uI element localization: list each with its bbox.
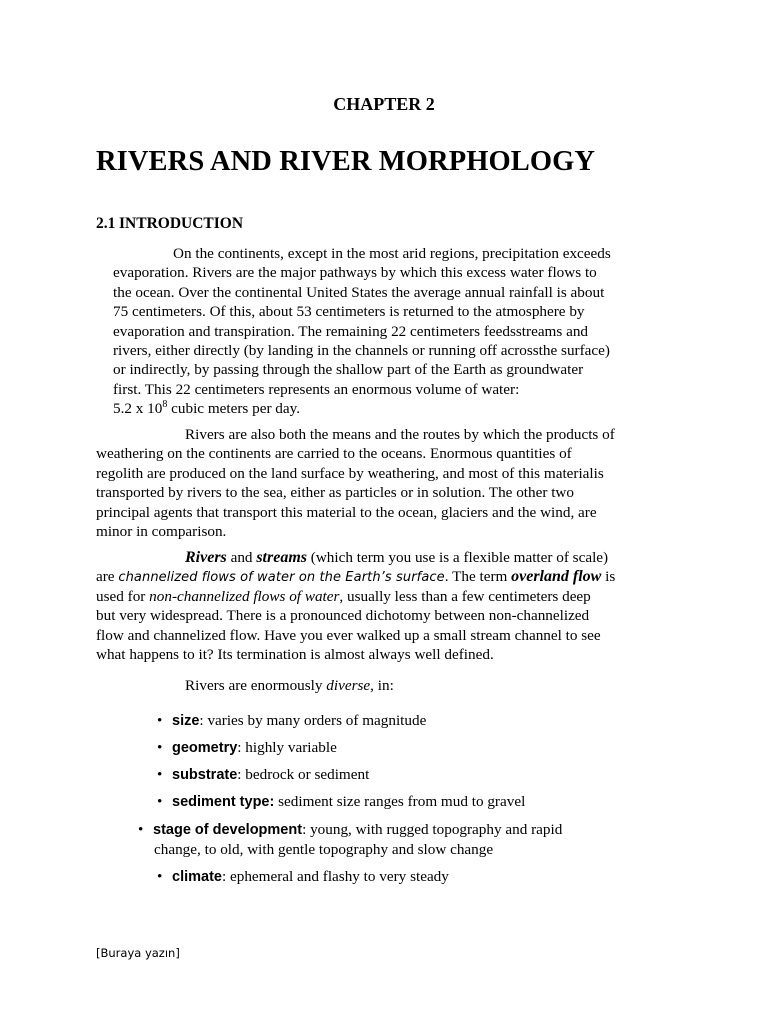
bullet-text: sediment size ranges from mud to gravel (274, 793, 526, 810)
paragraph-diversity (96, 676, 394, 695)
list-item (157, 738, 337, 758)
bullet-icon: • (157, 739, 163, 756)
bullet-term: size (172, 713, 200, 729)
volume-unit: cubic meters per day. (167, 400, 301, 418)
text-fragment: is (601, 568, 616, 586)
text-fragment: and (226, 549, 257, 566)
paragraph-line (96, 567, 615, 586)
bullet-continuation: change, to old, with gentle topography and slow change (154, 841, 494, 859)
water-volume-line (113, 399, 611, 418)
section-title: INTRODUCTION (119, 215, 244, 232)
text-fragment: used for (96, 587, 150, 605)
bullet-text: : ephemeral and flashy to very steady (221, 868, 449, 885)
paragraph-line: or indirectly, by passing through the shallow part of the Earth as groundwater (113, 361, 584, 379)
paragraph-line: rivers, either directly (by landing in the channels or running off acrossthe surface) (113, 341, 610, 359)
list-item (157, 792, 525, 812)
text-fragment: , in: (370, 677, 394, 694)
section-heading (96, 215, 243, 233)
text-fragment: Rivers are enormously (185, 677, 327, 694)
volume-exponent: 8 (162, 399, 168, 411)
bullet-term: climate (172, 869, 222, 885)
bullet-text: : highly variable (237, 739, 337, 756)
bullet-icon: • (157, 766, 163, 783)
paragraph-weathering (96, 425, 615, 541)
volume-base: 5.2 x 10 (113, 400, 163, 418)
paragraph-line: flow and channelized flow. Have you ever walked up a small stream channel to see (96, 626, 601, 644)
paragraph-line (96, 676, 394, 695)
list-item (157, 867, 449, 887)
bullet-term: stage of development (153, 822, 303, 838)
text-fragment: are (96, 568, 119, 586)
bullet-icon: • (157, 868, 163, 885)
term-rivers: Rivers (185, 549, 227, 566)
bullet-term: sediment type: (172, 794, 275, 810)
paragraph-line: transported by rivers to the sea, either as particles or in solution. The other two (96, 484, 574, 502)
term-diverse: diverse (326, 677, 371, 694)
text-fragment: (which term you use is a flexible matter of scale) (306, 549, 609, 566)
bullet-term: substrate (172, 767, 238, 783)
list-item (138, 820, 562, 860)
section-number: 2.1 (96, 215, 116, 232)
paragraph-line: Rivers are also both the means and the routes by which the products of (185, 426, 615, 443)
text-fragment: . The term (444, 568, 512, 586)
footer-placeholder: [Buraya yazın] (96, 946, 180, 960)
paragraph-line: regolith are produced on the land surface by weathering, and most of this materialis (96, 464, 604, 482)
paragraph-line: 75 centimeters. Of this, about 53 centimeters is returned to the atmosphere by (113, 303, 585, 321)
paragraph-line: evaporation. Rivers are the major pathways by which this excess water flows to (113, 264, 597, 282)
paragraph-line: minor in comparison. (96, 522, 227, 540)
paragraph-line: but very widespread. There is a pronounced dichotomy between non-channelized (96, 607, 590, 625)
list-item (157, 711, 426, 731)
paragraph-line: weathering on the continents are carried to the oceans. Enormous quantities of (96, 445, 572, 463)
bullet-icon: • (157, 712, 163, 729)
term-streams: streams (256, 549, 307, 566)
paragraph-definitions (96, 548, 615, 664)
chapter-label: CHAPTER 2 (333, 94, 435, 114)
list-item (157, 765, 369, 785)
bullet-text: : bedrock or sediment (237, 766, 370, 783)
paragraph-line: the ocean. Over the continental United States the average annual rainfall is about (113, 283, 605, 301)
channelized-definition: channelized flows of water on the Earth’s surface (118, 570, 445, 586)
chapter-title: RIVERS AND RIVER MORPHOLOGY (96, 146, 596, 177)
paragraph-line: principal agents that transport this material to the ocean, glaciers and the wind, are (96, 503, 597, 521)
paragraph-line: On the continents, except in the most arid regions, precipitation exceeds (173, 245, 611, 262)
bullet-text: : young, with rugged topography and rapid (302, 821, 563, 838)
bullet-term: geometry (172, 740, 238, 756)
bullet-icon: • (138, 821, 144, 838)
paragraph-line (96, 587, 615, 606)
bullet-icon: • (157, 793, 163, 810)
bullet-text: : varies by many orders of magnitude (199, 712, 427, 729)
paragraph-line: first. This 22 centimeters represents an enormous volume of water: (113, 380, 520, 398)
nonchannelized-definition: non-channelized flows of water (149, 587, 340, 605)
term-overland-flow: overland flow (511, 568, 602, 586)
paragraph-line (96, 548, 615, 567)
paragraph-line: what happens to it? Its termination is almost always well defined. (96, 645, 494, 663)
paragraph-line: evaporation and transpiration. The remaining 22 centimeters feedsstreams and (113, 322, 589, 340)
paragraph-introduction (113, 244, 611, 419)
text-fragment: , usually less than a few centimeters deep (339, 587, 591, 605)
